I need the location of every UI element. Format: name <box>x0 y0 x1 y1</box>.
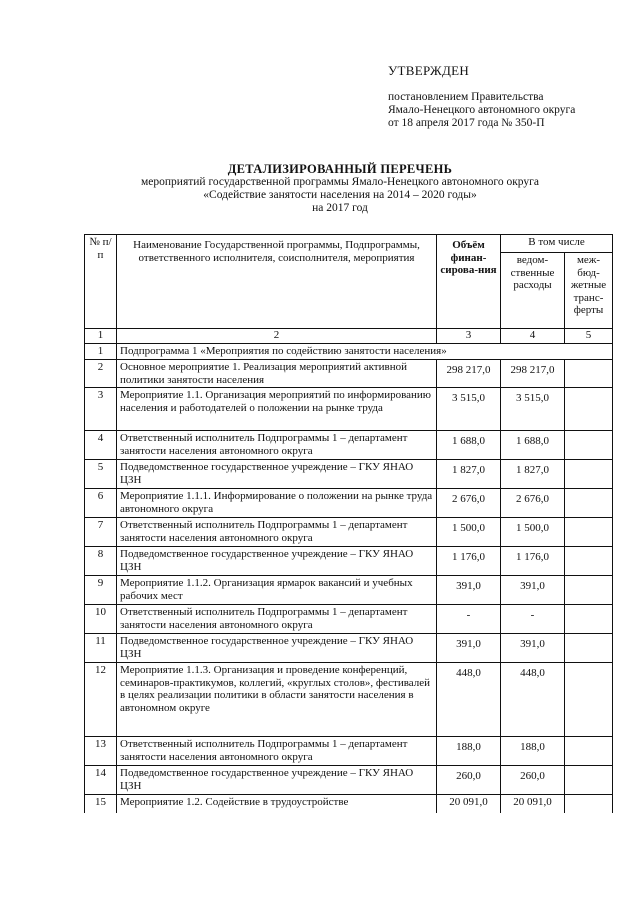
row-num: 13 <box>85 737 117 766</box>
header-name: Наименование Государственной программы, Подпрограммы, ответственного исполнителя, соисполнителя, мероприятия <box>117 235 437 329</box>
row-num: 10 <box>85 605 117 634</box>
row-name: Мероприятие 1.1. Организация мероприятий по информированию населения и работодателей о положении на рынке труда <box>117 388 437 431</box>
row-num: 7 <box>85 518 117 547</box>
row-num: 5 <box>85 460 117 489</box>
row-transfers <box>565 489 613 518</box>
header-volume: Объём финан-сирова-ния <box>437 235 501 329</box>
row-name: Мероприятие 1.1.2. Организация ярмарок вакансий и учебных рабочих мест <box>117 576 437 605</box>
table-row <box>85 431 613 460</box>
document-title <box>60 163 620 215</box>
row-num: 1 <box>85 344 117 360</box>
row-dept: 298 217,0 <box>501 360 565 388</box>
row-volume: 448,0 <box>437 663 501 737</box>
row-num: 14 <box>85 766 117 795</box>
row-volume: 391,0 <box>437 634 501 663</box>
row-dept: 1 500,0 <box>501 518 565 547</box>
table-row <box>85 663 613 737</box>
table-row <box>85 605 613 634</box>
row-transfers <box>565 547 613 576</box>
row-dept: 260,0 <box>501 766 565 795</box>
column-index-row <box>85 329 613 344</box>
row-volume: 1 500,0 <box>437 518 501 547</box>
row-name: Подпрограмма 1 «Мероприятия по содействию занятости населения» <box>117 344 613 360</box>
row-volume: 391,0 <box>437 576 501 605</box>
row-name: Ответственный исполнитель Подпрограммы 1 – департамент занятости населения автономного округа <box>117 737 437 766</box>
row-name: Ответственный исполнитель Подпрограммы 1 – департамент занятости населения автономного округа <box>117 605 437 634</box>
header-dept-expenses: ведом-ственные расходы <box>501 253 565 329</box>
row-name: Подведомственное государственное учреждение – ГКУ ЯНАО ЦЗН <box>117 634 437 663</box>
row-transfers <box>565 663 613 737</box>
approval-line: Ямало-Ненецкого автономного округа <box>388 104 576 116</box>
document-subtitle: мероприятий государственной программы Ямало-Ненецкого автономного округа <box>141 176 539 188</box>
row-name: Ответственный исполнитель Подпрограммы 1 – департамент занятости населения автономного округа <box>117 431 437 460</box>
row-dept: 20 091,0 <box>501 795 565 813</box>
row-volume: 188,0 <box>437 737 501 766</box>
row-dept: - <box>501 605 565 634</box>
row-dept: 188,0 <box>501 737 565 766</box>
row-name: Ответственный исполнитель Подпрограммы 1 – департамент занятости населения автономного округа <box>117 518 437 547</box>
row-transfers <box>565 766 613 795</box>
column-index: 5 <box>565 329 613 344</box>
row-volume: 2 676,0 <box>437 489 501 518</box>
row-dept: 1 176,0 <box>501 547 565 576</box>
row-transfers <box>565 460 613 489</box>
table-row <box>85 547 613 576</box>
row-name: Мероприятие 1.2. Содействие в трудоустройстве <box>117 795 437 813</box>
row-num: 9 <box>85 576 117 605</box>
row-volume: 3 515,0 <box>437 388 501 431</box>
table-row <box>85 344 613 360</box>
column-index: 1 <box>85 329 117 344</box>
row-dept: 391,0 <box>501 634 565 663</box>
table-row <box>85 795 613 813</box>
row-name: Мероприятие 1.1.1. Информирование о положении на рынке труда автономного округа <box>117 489 437 518</box>
row-transfers <box>565 388 613 431</box>
table-row <box>85 388 613 431</box>
document-subtitle: «Содействие занятости населения на 2014 – 2020 годы» <box>203 189 477 201</box>
row-name: Основное мероприятие 1. Реализация мероприятий активной политики занятости населения <box>117 360 437 388</box>
document-title-main: ДЕТАЛИЗИРОВАННЫЙ ПЕРЕЧЕНЬ <box>227 162 453 176</box>
measures-table <box>84 234 613 813</box>
row-volume: - <box>437 605 501 634</box>
row-dept: 391,0 <box>501 576 565 605</box>
row-transfers <box>565 605 613 634</box>
row-num: 3 <box>85 388 117 431</box>
row-num: 8 <box>85 547 117 576</box>
row-transfers <box>565 576 613 605</box>
table-row <box>85 634 613 663</box>
table-row <box>85 737 613 766</box>
row-transfers <box>565 431 613 460</box>
row-volume: 20 091,0 <box>437 795 501 813</box>
row-volume: 1 827,0 <box>437 460 501 489</box>
row-transfers <box>565 634 613 663</box>
row-name: Подведомственное государственное учреждение – ГКУ ЯНАО ЦЗН <box>117 547 437 576</box>
row-transfers <box>565 795 613 813</box>
header-transfers: меж-бюд-жетные транс-ферты <box>565 253 613 329</box>
row-volume: 260,0 <box>437 766 501 795</box>
document-subtitle: на 2017 год <box>312 202 368 214</box>
row-transfers <box>565 518 613 547</box>
row-num: 6 <box>85 489 117 518</box>
approval-heading: УТВЕРЖДЕН <box>388 63 470 78</box>
row-dept: 448,0 <box>501 663 565 737</box>
row-volume: 1 176,0 <box>437 547 501 576</box>
row-num: 12 <box>85 663 117 737</box>
row-dept: 3 515,0 <box>501 388 565 431</box>
row-dept: 1 827,0 <box>501 460 565 489</box>
approval-line: от 18 апреля 2017 года № 350-П <box>388 117 545 129</box>
row-dept: 2 676,0 <box>501 489 565 518</box>
table-row <box>85 489 613 518</box>
header-including: В том числе <box>501 235 613 253</box>
row-name: Мероприятие 1.1.3. Организация и проведение конференций, семинаров-практикумов, коллегий, «круглых столов», фестивалей в целях реализации политики в области занятости населения в автономном округе <box>117 663 437 737</box>
table-row <box>85 766 613 795</box>
row-transfers <box>565 360 613 388</box>
table-row <box>85 460 613 489</box>
row-num: 2 <box>85 360 117 388</box>
table-row <box>85 518 613 547</box>
table-row <box>85 576 613 605</box>
column-index: 3 <box>437 329 501 344</box>
row-volume: 298 217,0 <box>437 360 501 388</box>
row-name: Подведомственное государственное учреждение – ГКУ ЯНАО ЦЗН <box>117 460 437 489</box>
approval-line: постановлением Правительства <box>388 91 544 103</box>
row-name: Подведомственное государственное учреждение – ГКУ ЯНАО ЦЗН <box>117 766 437 795</box>
column-index: 2 <box>117 329 437 344</box>
row-volume: 1 688,0 <box>437 431 501 460</box>
row-transfers <box>565 737 613 766</box>
row-num: 4 <box>85 431 117 460</box>
table-row <box>85 360 613 388</box>
row-num: 15 <box>85 795 117 813</box>
row-dept: 1 688,0 <box>501 431 565 460</box>
column-index: 4 <box>501 329 565 344</box>
approval-stamp <box>388 64 628 130</box>
row-num: 11 <box>85 634 117 663</box>
header-num: № п/п <box>85 235 117 329</box>
